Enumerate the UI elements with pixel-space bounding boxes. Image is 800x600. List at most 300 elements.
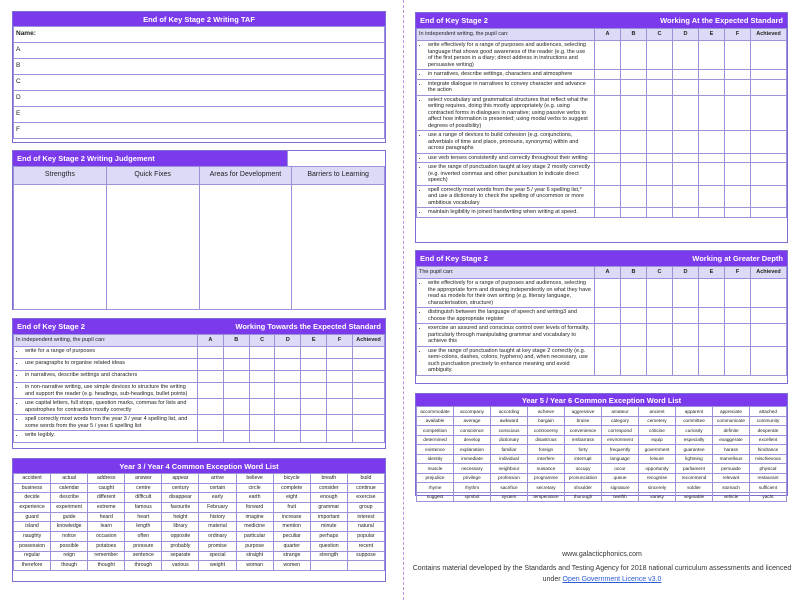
word-cell: pressure xyxy=(125,541,162,551)
table-row xyxy=(417,426,787,436)
tick-cell[interactable] xyxy=(595,79,621,95)
tick-cell[interactable] xyxy=(673,163,699,186)
towards-section xyxy=(12,318,386,449)
tick-cell[interactable] xyxy=(621,95,647,131)
word-cell: material xyxy=(199,522,236,532)
taf-row[interactable]: C xyxy=(14,75,385,91)
word-cell: prejudice xyxy=(417,473,454,483)
word-cell: various xyxy=(162,561,199,571)
word-cell: thorough xyxy=(565,492,602,502)
tick-cell[interactable] xyxy=(647,324,673,347)
tick-cell[interactable] xyxy=(595,324,621,347)
col-e: E xyxy=(699,267,725,279)
word-cell: symbol xyxy=(454,492,491,502)
word-cell: therefore xyxy=(14,561,51,571)
y56-title: Year 5 / Year 6 Common Exception Word List xyxy=(521,395,682,405)
tick-cell[interactable] xyxy=(673,70,699,80)
word-cell: community xyxy=(750,416,787,426)
tick-cell[interactable] xyxy=(595,41,621,70)
col-d: D xyxy=(673,267,699,279)
word-cell: according xyxy=(491,407,528,417)
word-cell: weight xyxy=(199,561,236,571)
tick-cell[interactable] xyxy=(647,95,673,131)
word-cell: different xyxy=(88,493,125,503)
tick-cell[interactable] xyxy=(699,279,725,308)
word-cell: competition xyxy=(417,426,454,436)
word-cell: harass xyxy=(713,445,750,455)
word-cell: occur xyxy=(602,464,639,474)
table-row xyxy=(14,551,385,561)
word-cell: special xyxy=(199,551,236,561)
word-cell: neighbour xyxy=(491,464,528,474)
word-cell: cemetery xyxy=(639,416,676,426)
word-cell: vehicle xyxy=(713,492,750,502)
word-cell: necessary xyxy=(454,464,491,474)
table-row xyxy=(14,493,385,503)
word-cell: amateur xyxy=(602,407,639,417)
word-cell: system xyxy=(491,492,528,502)
tick-cell[interactable] xyxy=(751,346,787,375)
tick-cell[interactable] xyxy=(725,131,751,154)
word-cell xyxy=(310,561,347,571)
tick-cell[interactable] xyxy=(595,279,621,308)
expected-header xyxy=(416,13,787,28)
table-row xyxy=(14,383,385,399)
table-row xyxy=(417,185,787,208)
tick-cell[interactable] xyxy=(647,279,673,308)
word-cell: accommodate xyxy=(417,407,454,417)
word-cell: foreign xyxy=(528,445,565,455)
word-cell: variety xyxy=(639,492,676,502)
depth-title-right: Working at Greater Depth xyxy=(692,254,783,263)
page-divider xyxy=(403,0,404,600)
table-row xyxy=(417,407,787,417)
word-cell: strange xyxy=(273,551,310,561)
word-cell: suggest xyxy=(417,492,454,502)
word-cell: important xyxy=(310,512,347,522)
tick-cell[interactable] xyxy=(621,70,647,80)
tick-cell[interactable] xyxy=(699,308,725,324)
tick-cell[interactable] xyxy=(621,153,647,163)
tick-cell[interactable] xyxy=(647,163,673,186)
word-cell: existence xyxy=(417,445,454,455)
tick-cell[interactable] xyxy=(595,185,621,208)
word-cell: opportunity xyxy=(639,464,676,474)
tick-cell[interactable] xyxy=(621,41,647,70)
word-cell: minute xyxy=(310,522,347,532)
word-cell: definite xyxy=(713,426,750,436)
word-cell: consider xyxy=(310,483,347,493)
tick-cell[interactable] xyxy=(699,79,725,95)
word-cell: muscle xyxy=(417,464,454,474)
word-cell: heart xyxy=(125,512,162,522)
tick-cell[interactable] xyxy=(621,279,647,308)
statement: • use a range of devices to build cohesion (e.g. conjunctions, adverbials of time and place, pronouns, synonyms) within and across paragraphs xyxy=(428,132,591,152)
tick-cell[interactable] xyxy=(751,163,787,186)
statement: • write legibly. xyxy=(25,432,194,439)
word-cell: natural xyxy=(347,522,384,532)
word-cell: business xyxy=(14,483,51,493)
tick-cell[interactable] xyxy=(595,346,621,375)
tick-cell[interactable] xyxy=(699,185,725,208)
tick-cell[interactable] xyxy=(751,70,787,80)
towards-title-right: Working Towards the Expected Standard xyxy=(235,322,381,331)
table-row xyxy=(14,522,385,532)
tick-cell[interactable] xyxy=(595,70,621,80)
col-achieved: Achieved xyxy=(751,29,787,41)
word-cell: exercise xyxy=(347,493,384,503)
table-row xyxy=(14,561,385,571)
word-cell: ordinary xyxy=(199,532,236,542)
statement: • use the range of punctuation taught at key stage 2 mostly correctly (e.g. inverted commas and other punctuation to indicate direct speech) xyxy=(428,164,591,184)
tick-cell[interactable] xyxy=(751,131,787,154)
word-cell: embarrass xyxy=(565,435,602,445)
word-cell: believe xyxy=(236,474,273,484)
taf-section xyxy=(12,11,386,143)
word-cell: immediate xyxy=(454,454,491,464)
tick-cell[interactable] xyxy=(725,163,751,186)
table-row xyxy=(417,346,787,375)
taf-row[interactable]: F xyxy=(14,123,385,139)
tick-cell[interactable] xyxy=(725,208,751,218)
statement: • write for a range of purposes xyxy=(25,348,194,355)
tick-cell[interactable] xyxy=(699,70,725,80)
word-cell: calendar xyxy=(51,483,88,493)
tick-cell[interactable] xyxy=(673,79,699,95)
tick-cell[interactable] xyxy=(673,153,699,163)
tick-cell[interactable] xyxy=(647,308,673,324)
tick-cell[interactable] xyxy=(751,41,787,70)
word-cell: certain xyxy=(199,483,236,493)
col-a: A xyxy=(198,335,224,347)
statement: • spell correctly most words from the year 5 / year 6 spelling list,* and use a dictionary to check the spelling of uncommon or more ambitious vocabulary xyxy=(428,187,591,207)
col-b: B xyxy=(621,267,647,279)
word-cell: available xyxy=(417,416,454,426)
tick-cell[interactable] xyxy=(621,79,647,95)
word-cell: especially xyxy=(676,435,713,445)
col-c: C xyxy=(647,29,673,41)
statement: • use paragraphs to organise related ideas xyxy=(25,360,194,367)
depth-section xyxy=(415,250,788,384)
word-cell: secretary xyxy=(528,483,565,493)
table-row xyxy=(14,431,385,443)
col-achieved: Achieved xyxy=(751,267,787,279)
table-row xyxy=(14,359,385,371)
word-cell: centre xyxy=(125,483,162,493)
word-cell: environment xyxy=(602,435,639,445)
strengths-cell[interactable] xyxy=(14,185,107,310)
tick-cell[interactable] xyxy=(725,308,751,324)
tick-cell[interactable] xyxy=(699,153,725,163)
licence-link[interactable]: Open Government Licence v3.0 xyxy=(562,576,662,583)
tick-cell[interactable] xyxy=(699,41,725,70)
word-cell: queue xyxy=(602,473,639,483)
word-cell: desperate xyxy=(750,426,787,436)
tick-cell[interactable] xyxy=(673,346,699,375)
judgement-header-blank xyxy=(287,151,385,166)
word-cell: island xyxy=(14,522,51,532)
word-cell: dictionary xyxy=(491,435,528,445)
word-cell: describe xyxy=(51,493,88,503)
word-cell: naughty xyxy=(14,532,51,542)
statement: • use capital letters, full stops, question marks, commas for lists and apostrophes for contraction mostly correctly xyxy=(25,400,194,413)
tick-cell[interactable] xyxy=(621,308,647,324)
tick-cell[interactable] xyxy=(751,308,787,324)
word-cell: experience xyxy=(14,503,51,513)
tick-cell[interactable] xyxy=(751,208,787,218)
word-cell: actual xyxy=(51,474,88,484)
taf-row[interactable]: A xyxy=(14,43,385,59)
word-cell: familiar xyxy=(491,445,528,455)
statement: • in non-narrative writing, use simple devices to structure the writing and support the reader (e.g. headings, sub-headings, bullet points) xyxy=(25,384,194,397)
table-row xyxy=(417,41,787,70)
word-cell: imagine xyxy=(236,512,273,522)
footer-url[interactable]: www.galacticphonics.com xyxy=(562,551,642,558)
tick-cell[interactable] xyxy=(647,185,673,208)
word-cell: straight xyxy=(236,551,273,561)
tick-cell[interactable] xyxy=(621,208,647,218)
statement: • integrate dialogue in narratives to convey character and advance the action xyxy=(428,81,591,94)
word-cell: opposite xyxy=(162,532,199,542)
word-cell: eight xyxy=(273,493,310,503)
tick-cell[interactable] xyxy=(673,208,699,218)
word-cell: correspond xyxy=(602,426,639,436)
expected-section xyxy=(415,12,788,243)
word-cell: develop xyxy=(454,435,491,445)
tick-cell[interactable] xyxy=(725,346,751,375)
tick-cell[interactable] xyxy=(725,79,751,95)
word-cell: mischievous xyxy=(750,454,787,464)
table-row xyxy=(417,279,787,308)
word-cell: guide xyxy=(51,512,88,522)
y34-section xyxy=(12,458,386,582)
tick-cell[interactable] xyxy=(699,324,725,347)
word-cell: potatoes xyxy=(88,541,125,551)
word-cell: stomach xyxy=(713,483,750,493)
word-cell: breath xyxy=(310,474,347,484)
tick-cell[interactable] xyxy=(673,279,699,308)
word-cell: bargain xyxy=(528,416,565,426)
tick-cell[interactable] xyxy=(725,70,751,80)
expected-title-right: Working At the Expected Standard xyxy=(660,16,783,25)
word-cell: promise xyxy=(199,541,236,551)
statement: • distinguish between the language of speech and writing3 and choose the appropriate register xyxy=(428,309,591,322)
word-cell: lightning xyxy=(676,454,713,464)
table-row xyxy=(417,473,787,483)
judgement-col-quick-fixes: Quick Fixes xyxy=(106,167,199,185)
word-cell: sincerely xyxy=(639,483,676,493)
word-cell: excellent xyxy=(750,435,787,445)
quick-fixes-cell[interactable] xyxy=(106,185,199,310)
tick-cell[interactable] xyxy=(621,346,647,375)
word-cell: learn xyxy=(88,522,125,532)
statement: • select vocabulary and grammatical structures that reflect what the writing requires, doing this mostly appropriately (e.g. using contracted forms in dialogues in narrative; using passive verbs to affect how information is presented; using modal verbs to suggest degrees of possibility) xyxy=(428,97,591,130)
tick-cell[interactable] xyxy=(647,41,673,70)
tick-cell[interactable] xyxy=(647,153,673,163)
word-cell: arrive xyxy=(199,474,236,484)
tick-cell[interactable] xyxy=(621,185,647,208)
tick-cell[interactable] xyxy=(647,346,673,375)
table-row xyxy=(417,454,787,464)
tick-cell[interactable] xyxy=(673,95,699,131)
tick-cell[interactable] xyxy=(673,41,699,70)
word-cell: interfere xyxy=(528,454,565,464)
judgement-title: End of Key Stage 2 Writing Judgement xyxy=(17,154,155,163)
tick-cell[interactable] xyxy=(595,153,621,163)
word-cell: apparent xyxy=(676,407,713,417)
table-row xyxy=(14,415,385,431)
word-cell: strength xyxy=(310,551,347,561)
word-cell: guard xyxy=(14,512,51,522)
tick-cell[interactable] xyxy=(595,208,621,218)
word-cell: popular xyxy=(347,532,384,542)
word-cell: communicate xyxy=(713,416,750,426)
word-cell: through xyxy=(125,561,162,571)
tick-cell[interactable] xyxy=(699,163,725,186)
word-cell: sentence xyxy=(125,551,162,561)
col-e: E xyxy=(699,29,725,41)
tick-cell[interactable] xyxy=(725,95,751,131)
taf-row[interactable]: E xyxy=(14,107,385,123)
judgement-table xyxy=(13,166,385,310)
tick-cell[interactable] xyxy=(647,79,673,95)
word-cell: sufficient xyxy=(750,483,787,493)
col-b: B xyxy=(223,335,249,347)
tick-cell[interactable] xyxy=(647,70,673,80)
tick-cell[interactable] xyxy=(751,79,787,95)
tick-cell[interactable] xyxy=(725,153,751,163)
tick-cell[interactable] xyxy=(673,324,699,347)
tick-cell[interactable] xyxy=(595,308,621,324)
tick-cell[interactable] xyxy=(647,131,673,154)
table-row xyxy=(417,208,787,218)
tick-cell[interactable] xyxy=(751,95,787,131)
tick-cell[interactable] xyxy=(725,185,751,208)
statement: • write effectively for a range of purposes and audiences, selecting language that shows good awareness of the reader (e.g. the use of the first person in a diary; direct address in instructions and persuasive writing) xyxy=(428,42,591,68)
word-cell: appear xyxy=(162,474,199,484)
word-cell: favourite xyxy=(162,503,199,513)
expected-title-left: End of Key Stage 2 xyxy=(420,16,488,25)
word-cell: achieve xyxy=(528,407,565,417)
barriers-cell[interactable] xyxy=(292,185,385,310)
tick-cell[interactable] xyxy=(725,324,751,347)
col-f: F xyxy=(725,267,751,279)
tick-cell[interactable] xyxy=(751,153,787,163)
word-cell: bruise xyxy=(565,416,602,426)
tick-cell[interactable] xyxy=(673,185,699,208)
word-cell: forty xyxy=(565,445,602,455)
word-cell: experiment xyxy=(51,503,88,513)
tick-cell[interactable] xyxy=(751,279,787,308)
taf-row[interactable]: B xyxy=(14,59,385,75)
word-cell: restaurant xyxy=(750,473,787,483)
tick-cell[interactable] xyxy=(699,346,725,375)
tick-cell[interactable] xyxy=(595,131,621,154)
word-cell: remember xyxy=(88,551,125,561)
word-cell: suppose xyxy=(347,551,384,561)
word-cell: yacht xyxy=(750,492,787,502)
word-cell: language xyxy=(602,454,639,464)
tick-cell[interactable] xyxy=(673,131,699,154)
col-d: D xyxy=(673,29,699,41)
word-cell: difficult xyxy=(125,493,162,503)
tick-cell[interactable] xyxy=(621,163,647,186)
word-cell: question xyxy=(310,541,347,551)
tick-cell[interactable] xyxy=(673,308,699,324)
tick-cell[interactable] xyxy=(699,131,725,154)
tick-cell[interactable] xyxy=(725,41,751,70)
col-f: F xyxy=(327,335,353,347)
word-cell: frequently xyxy=(602,445,639,455)
tick-cell[interactable] xyxy=(621,324,647,347)
word-cell: twelfth xyxy=(602,492,639,502)
word-cell: circle xyxy=(236,483,273,493)
word-cell: often xyxy=(125,532,162,542)
footer-line2-prefix: under xyxy=(542,576,563,583)
word-cell: sacrifice xyxy=(491,483,528,493)
word-cell: pronunciation xyxy=(565,473,602,483)
table-row xyxy=(417,131,787,154)
table-row xyxy=(417,464,787,474)
judgement-col-areas: Areas for Development xyxy=(199,167,292,185)
taf-title: End of Key Stage 2 Writing TAF xyxy=(143,14,255,24)
tick-cell[interactable] xyxy=(725,279,751,308)
word-cell: occupy xyxy=(565,464,602,474)
word-cell: physical xyxy=(750,464,787,474)
word-cell: separate xyxy=(162,551,199,561)
word-cell: caught xyxy=(88,483,125,493)
table-row xyxy=(417,308,787,324)
word-cell: criticise xyxy=(639,426,676,436)
tick-cell[interactable] xyxy=(595,163,621,186)
col-f: F xyxy=(725,29,751,41)
word-cell: soldier xyxy=(676,483,713,493)
word-cell: marvellous xyxy=(713,454,750,464)
name-row[interactable]: Name: xyxy=(14,27,385,43)
word-cell: library xyxy=(162,522,199,532)
tick-cell[interactable] xyxy=(751,185,787,208)
word-cell: appreciate xyxy=(713,407,750,417)
word-cell: fruit xyxy=(273,503,310,513)
word-cell: peculiar xyxy=(273,532,310,542)
tick-cell[interactable] xyxy=(699,95,725,131)
depth-header xyxy=(416,251,787,266)
judgement-header xyxy=(13,151,287,166)
tick-cell[interactable] xyxy=(595,95,621,131)
judgement-col-strengths: Strengths xyxy=(14,167,107,185)
tick-cell[interactable] xyxy=(699,208,725,218)
word-cell: increase xyxy=(273,512,310,522)
col-d: D xyxy=(275,335,301,347)
word-cell: interrupt xyxy=(565,454,602,464)
word-cell: women xyxy=(273,561,310,571)
word-cell: individual xyxy=(491,454,528,464)
word-cell: leisure xyxy=(639,454,676,464)
areas-cell[interactable] xyxy=(199,185,292,310)
word-cell: persuade xyxy=(713,464,750,474)
taf-row[interactable]: D xyxy=(14,91,385,107)
word-cell: probably xyxy=(162,541,199,551)
word-cell: parliament xyxy=(676,464,713,474)
tick-cell[interactable] xyxy=(751,324,787,347)
table-row xyxy=(417,324,787,347)
word-cell: equip xyxy=(639,435,676,445)
word-cell: explanation xyxy=(454,445,491,455)
towards-intro: In independent writing, the pupil can: xyxy=(14,335,198,347)
tick-cell[interactable] xyxy=(647,208,673,218)
tick-cell[interactable] xyxy=(621,131,647,154)
word-cell: recent xyxy=(347,541,384,551)
